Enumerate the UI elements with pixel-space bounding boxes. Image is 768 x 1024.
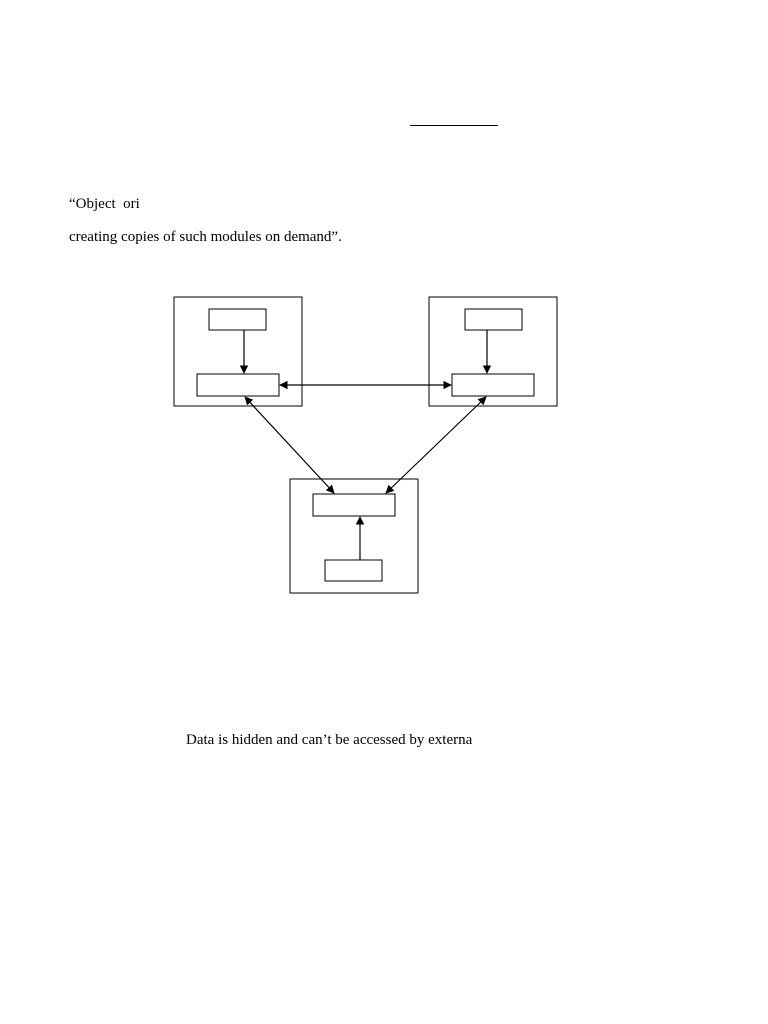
object-a bbox=[174, 297, 302, 406]
intro-text-line: “Object ori bbox=[69, 196, 140, 212]
object-a-functions-box bbox=[197, 374, 279, 396]
object-c-functions-box bbox=[313, 494, 395, 516]
caption-text-line: Data is hidden and can’t be accessed by externa bbox=[186, 732, 473, 748]
object-b-data-box bbox=[465, 309, 522, 330]
object-b-functions-box bbox=[452, 374, 534, 396]
second-text-line: creating copies of such modules on demand”. bbox=[69, 229, 342, 245]
object-a-data-box bbox=[209, 309, 266, 330]
object-c bbox=[290, 479, 418, 593]
connector-b-c bbox=[386, 397, 486, 493]
object-c-data-box bbox=[325, 560, 382, 581]
object-b bbox=[429, 297, 557, 406]
